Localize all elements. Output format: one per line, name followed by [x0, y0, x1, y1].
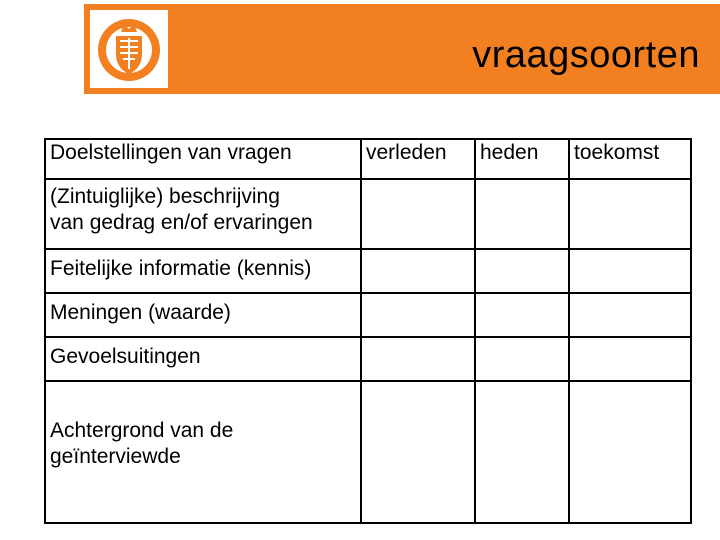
row-label-line: geïnterviewde [50, 445, 181, 468]
table-cell [475, 179, 569, 249]
table-cell [475, 381, 569, 523]
table-cell [569, 179, 691, 249]
column-header-doelstellingen: Doelstellingen van vragen [45, 139, 361, 179]
row-label [45, 179, 361, 249]
table-row [45, 249, 691, 293]
table-cell [569, 293, 691, 337]
table-cell [361, 179, 475, 249]
title-banner [84, 4, 720, 94]
table-header-row [45, 139, 691, 179]
table-row [45, 293, 691, 337]
table-cell [475, 249, 569, 293]
row-label-line: Achtergrond van de [50, 419, 234, 442]
logo-container [90, 10, 168, 88]
column-header-heden: heden [475, 139, 569, 179]
table-cell [361, 293, 475, 337]
row-label: Gevoelsuitingen [45, 337, 361, 381]
column-header-verleden: verleden [361, 139, 475, 179]
slide-title: vraagsoorten [472, 34, 700, 76]
table-row [45, 381, 691, 523]
table-cell [361, 249, 475, 293]
row-label-line: van gedrag en/of ervaringen [50, 211, 313, 234]
table-row [45, 337, 691, 381]
question-types-table [44, 138, 692, 524]
table-cell [569, 381, 691, 523]
row-label: Feitelijke informatie (kennis) [45, 249, 361, 293]
table-cell [475, 337, 569, 381]
university-seal-icon [96, 14, 162, 84]
row-label-line: (Zintuiglijke) beschrijving [50, 185, 280, 208]
table-row [45, 179, 691, 249]
row-label [45, 381, 361, 523]
table-cell [475, 293, 569, 337]
table-cell [361, 337, 475, 381]
table-cell [569, 337, 691, 381]
table-cell [569, 249, 691, 293]
table-cell [361, 381, 475, 523]
row-label: Meningen (waarde) [45, 293, 361, 337]
column-header-toekomst: toekomst [569, 139, 691, 179]
